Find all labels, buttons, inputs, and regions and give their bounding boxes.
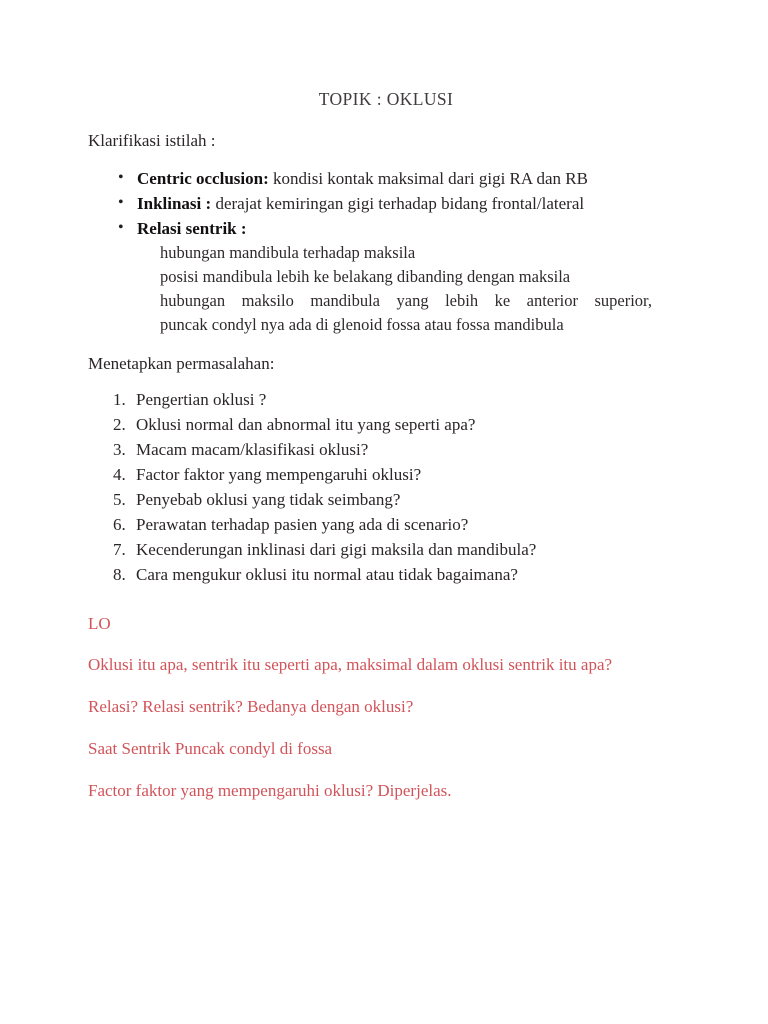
list-item bbox=[88, 166, 678, 191]
term-description: kondisi kontak maksimal dari gigi RA dan RB bbox=[268, 169, 588, 188]
list-item: hubungan maksilo mandibula yang lebih ke anterior superior, bbox=[160, 291, 652, 310]
list-item: Oklusi normal dan abnormal itu yang seperti apa? bbox=[136, 415, 476, 434]
learning-objective-paragraph: Factor faktor yang mempengaruhi oklusi? Diperjelas. bbox=[88, 781, 452, 800]
list-item: Factor faktor yang mempengaruhi oklusi? bbox=[136, 465, 422, 484]
term-description: derajat kemiringan gigi terhadap bidang frontal/lateral bbox=[211, 194, 585, 213]
term-label: Centric occlusion: bbox=[137, 169, 269, 188]
clarification-term-list bbox=[88, 166, 678, 241]
list-item: hubungan mandibula terhadap maksila bbox=[160, 243, 416, 262]
learning-objective-paragraph: Relasi? Relasi sentrik? Bedanya dengan oklusi? bbox=[88, 697, 414, 716]
document-body bbox=[88, 88, 678, 803]
list-item: posisi mandibula lebih ke belakang dibanding dengan maksila bbox=[160, 267, 571, 286]
list-item bbox=[88, 191, 678, 216]
list-item: puncak condyl nya ada di glenoid fossa atau fossa mandibula bbox=[160, 315, 564, 334]
list-item: Perawatan terhadap pasien yang ada di scenario? bbox=[136, 515, 469, 534]
relasi-sentrik-detail-list bbox=[88, 241, 678, 337]
list-item: Macam macam/klasifikasi oklusi? bbox=[136, 440, 369, 459]
learning-objectives-section bbox=[88, 613, 654, 803]
list-item: Pengertian oklusi ? bbox=[136, 390, 267, 409]
learning-objective-paragraph: Oklusi itu apa, sentrik itu seperti apa, maksimal dalam oklusi sentrik itu apa? bbox=[88, 655, 613, 674]
problems-lead: Menetapkan permasalahan: bbox=[88, 354, 275, 373]
list-item: Kecenderungan inklinasi dari gigi maksila dan mandibula? bbox=[136, 540, 537, 559]
problems-list bbox=[88, 387, 678, 587]
learning-objective-paragraph: Saat Sentrik Puncak condyl di fossa bbox=[88, 739, 333, 758]
list-item: Penyebab oklusi yang tidak seimbang? bbox=[136, 490, 401, 509]
term-label: Relasi sentrik : bbox=[137, 219, 247, 238]
term-label: Inklinasi : bbox=[137, 194, 212, 213]
list-item bbox=[88, 216, 678, 241]
clarification-lead: Klarifikasi istilah : bbox=[88, 131, 216, 150]
page-title: TOPIK : OKLUSI bbox=[318, 89, 454, 109]
list-item: Cara mengukur oklusi itu normal atau tidak bagaimana? bbox=[136, 565, 518, 584]
learning-objectives-heading: LO bbox=[88, 614, 111, 633]
